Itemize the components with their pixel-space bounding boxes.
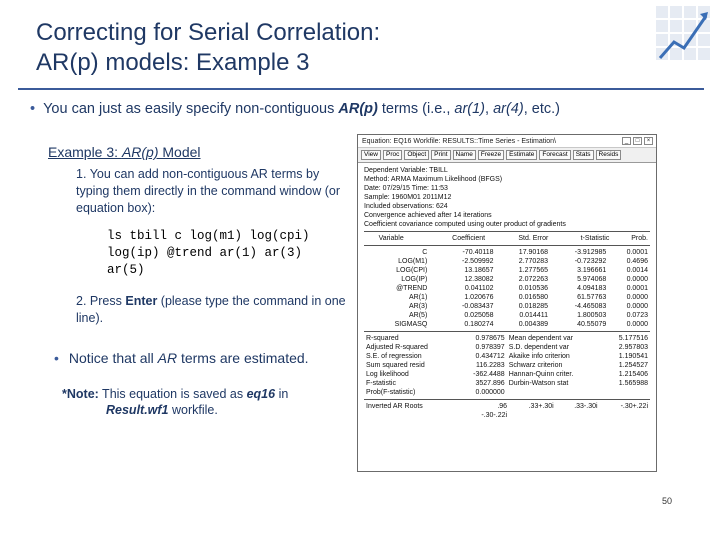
header-line: Coefficient covariance computed using outer product of gradients	[364, 221, 566, 228]
table-cell: 61.57763	[577, 294, 607, 301]
table-cell: 12.38082	[464, 276, 494, 283]
table-cell: 0.180274	[464, 321, 494, 328]
header-line: Date: 07/29/15 Time: 11:53	[364, 185, 448, 192]
stats-cell: -362.4488	[473, 371, 505, 378]
table-cell: 0.0000	[626, 276, 648, 283]
variable-name: LOG(CPI)	[396, 267, 428, 274]
table-cell: 1.277565	[518, 267, 548, 274]
table-cell: 0.004389	[518, 321, 548, 328]
stats-cell: Adjusted R-squared	[366, 344, 428, 351]
save-note: *Note: This equation is saved as eq16 in Result.wf1 workfile.	[62, 387, 289, 417]
stats-row	[364, 370, 650, 379]
stats-cell	[507, 388, 604, 397]
table-cell: 0.0723	[626, 312, 648, 319]
table-row	[364, 302, 650, 311]
logo-icon	[656, 6, 710, 62]
table-row	[364, 284, 650, 293]
table-cell: 0.0014	[626, 267, 648, 274]
stats-cell: Akaike info criterion	[508, 353, 570, 360]
stats-row	[364, 343, 650, 352]
step-1: 1. You can add non-contiguous AR terms by typing them directly in the command window (or equation box):	[76, 167, 341, 215]
table-cell: 3.196661	[577, 267, 607, 274]
stats-row	[364, 388, 650, 397]
toolbar-button-forecast[interactable]: Forecast	[539, 150, 570, 160]
slide-title-line1: Correcting for Serial Correlation:	[36, 19, 381, 46]
bullet-dot: •	[30, 101, 36, 117]
table-cell: 0.010536	[518, 285, 548, 292]
toolbar-button-stats[interactable]: Stats	[573, 150, 594, 160]
summary-stats	[364, 334, 650, 397]
variable-name: AR(1)	[409, 294, 428, 301]
output-header	[364, 166, 650, 229]
maximize-icon[interactable]: □	[633, 137, 642, 145]
toolbar-button-proc[interactable]: Proc	[383, 150, 402, 160]
close-icon[interactable]: ×	[644, 137, 653, 145]
table-cell: 0.016580	[518, 294, 548, 301]
stats-cell: 5.177516	[618, 335, 648, 342]
window-title: Equation: EQ16 Workfile: RESULTS::Time Series - Estimation\	[362, 137, 556, 145]
table-cell: -3.912985	[574, 249, 607, 256]
variable-name: SIGMASQ	[394, 321, 428, 328]
title-divider	[18, 88, 704, 90]
table-cell: 0.025058	[464, 312, 494, 319]
stats-cell: 116.2283	[476, 362, 505, 369]
estimation-output	[358, 163, 656, 423]
table-cell: -2.509992	[462, 258, 494, 265]
stats-cell: Sum squared resid	[366, 362, 425, 369]
stats-cell: Mean dependent var	[508, 335, 573, 342]
command-code: ls tbill c log(m1) log(cpi) log(ip) @trend ar(1) ar(3) ar(5)	[107, 229, 310, 277]
column-header: Variable	[378, 235, 404, 242]
minimize-icon[interactable]: _	[622, 137, 631, 145]
main-bullet: • You can just as easily specify non-contiguous AR(p) terms (i.e., ar(1), ar(4), etc.)	[30, 101, 560, 117]
stats-row	[364, 379, 650, 388]
header-line: Included observations: 624	[364, 203, 448, 210]
stats-row	[364, 352, 650, 361]
step-2: 2. Press Enter (please type the command in one line).	[76, 294, 346, 325]
ar-roots: Inverted AR Roots .96 .33+.30i .33-.30i -.30+.22i -.30-.22i	[366, 403, 648, 419]
variable-name: C	[422, 249, 428, 256]
table-cell: 0.0000	[626, 321, 648, 328]
table-cell: 0.4696	[626, 258, 648, 265]
variable-name: LOG(M1)	[398, 258, 428, 265]
stats-row	[364, 334, 650, 343]
stats-cell: F-statistic	[366, 380, 396, 387]
stats-cell: 0.978397	[475, 344, 505, 351]
table-cell: -0.083437	[462, 303, 494, 310]
table-cell: 0.0000	[626, 303, 648, 310]
table-cell: 0.018285	[518, 303, 548, 310]
table-cell: 1.020676	[464, 294, 494, 301]
column-header: Prob.	[631, 235, 648, 242]
table-cell: 17.90168	[518, 249, 548, 256]
toolbar-button-resids[interactable]: Resids	[596, 150, 622, 160]
slide-title	[36, 18, 596, 78]
table-cell: 2.072263	[518, 276, 548, 283]
stats-cell: 3527.896	[475, 380, 505, 387]
eviews-equation-window	[357, 134, 657, 472]
variable-name: LOG(IP)	[401, 276, 428, 283]
stats-cell: Schwarz criterion	[508, 362, 563, 369]
table-cell: 0.0001	[626, 285, 648, 292]
toolbar-button-view[interactable]: View	[361, 150, 381, 160]
slide-title-line2: AR(p) models: Example 3	[36, 49, 310, 76]
table-row	[364, 266, 650, 275]
table-cell: -4.465083	[574, 303, 607, 310]
header-line: Method: ARMA Maximum Likelihood (BFGS)	[364, 176, 503, 183]
column-header: Coefficient	[452, 235, 486, 242]
table-cell: 2.770283	[518, 258, 548, 265]
stats-cell: 0.434712	[475, 353, 505, 360]
stats-cell: Log likelihood	[366, 371, 409, 378]
stats-cell: 1.215406	[618, 371, 648, 378]
table-cell: 4.094183	[577, 285, 607, 292]
table-row	[364, 248, 650, 257]
table-cell: 1.800503	[577, 312, 607, 319]
table-cell: 0.0000	[626, 294, 648, 301]
toolbar-button-freeze[interactable]: Freeze	[478, 150, 504, 160]
stats-cell: S.D. dependent var	[508, 344, 570, 351]
table-cell: 0.0001	[626, 249, 648, 256]
notice-bullet: • Notice that all AR terms are estimated.	[54, 350, 309, 366]
table-cell: 40.55079	[577, 321, 607, 328]
column-header: Std. Error	[518, 235, 549, 242]
header-line: Dependent Variable: TBILL	[364, 167, 448, 174]
table-cell: 5.974068	[577, 276, 607, 283]
coefficient-table	[364, 234, 650, 243]
stats-cell: S.E. of regression	[366, 353, 422, 360]
variable-name: @TREND	[396, 285, 428, 292]
window-titlebar[interactable]	[358, 135, 656, 148]
stats-cell: 1.190541	[618, 353, 648, 360]
variable-name: AR(5)	[409, 312, 428, 319]
toolbar-button-estimate[interactable]: Estimate	[506, 150, 537, 160]
table-row	[364, 320, 650, 329]
table-row	[364, 275, 650, 284]
toolbar-button-name[interactable]: Name	[453, 150, 476, 160]
stats-cell: Hannan-Quinn criter.	[508, 371, 574, 378]
page-number: 50	[662, 496, 673, 506]
stats-cell: Durbin-Watson stat	[508, 380, 569, 387]
stats-cell: R-squared	[366, 335, 399, 342]
column-header: t-Statistic	[580, 235, 610, 242]
stats-cell: 1.254527	[618, 362, 648, 369]
toolbar-button-object[interactable]: Object	[404, 150, 429, 160]
stats-row	[364, 361, 650, 370]
stats-cell: 1.565988	[618, 380, 648, 387]
header-line: Convergence achieved after 14 iterations	[364, 212, 492, 219]
example-title: Example 3: AR(p) Model	[48, 144, 201, 160]
coefficient-rows	[364, 248, 650, 329]
stats-cell: 0.000000	[475, 389, 505, 396]
table-cell: -0.723292	[574, 258, 607, 265]
table-cell: -70.40118	[462, 249, 494, 256]
stats-cell: 2.957803	[618, 344, 648, 351]
variable-name: AR(3)	[409, 303, 428, 310]
table-cell: 13.18657	[464, 267, 494, 274]
table-cell: 0.041102	[464, 285, 494, 292]
stats-cell: Prob(F-statistic)	[366, 389, 416, 396]
stats-cell: 0.978675	[475, 335, 505, 342]
table-row	[364, 257, 650, 266]
table-row	[364, 311, 650, 320]
stats-cell	[603, 388, 650, 397]
header-line: Sample: 1960M01 2011M12	[364, 194, 452, 201]
bullet-dot: •	[54, 350, 59, 366]
table-cell: 0.014411	[519, 312, 548, 319]
table-row	[364, 293, 650, 302]
toolbar-button-print[interactable]: Print	[431, 150, 450, 160]
window-toolbar	[358, 148, 656, 163]
